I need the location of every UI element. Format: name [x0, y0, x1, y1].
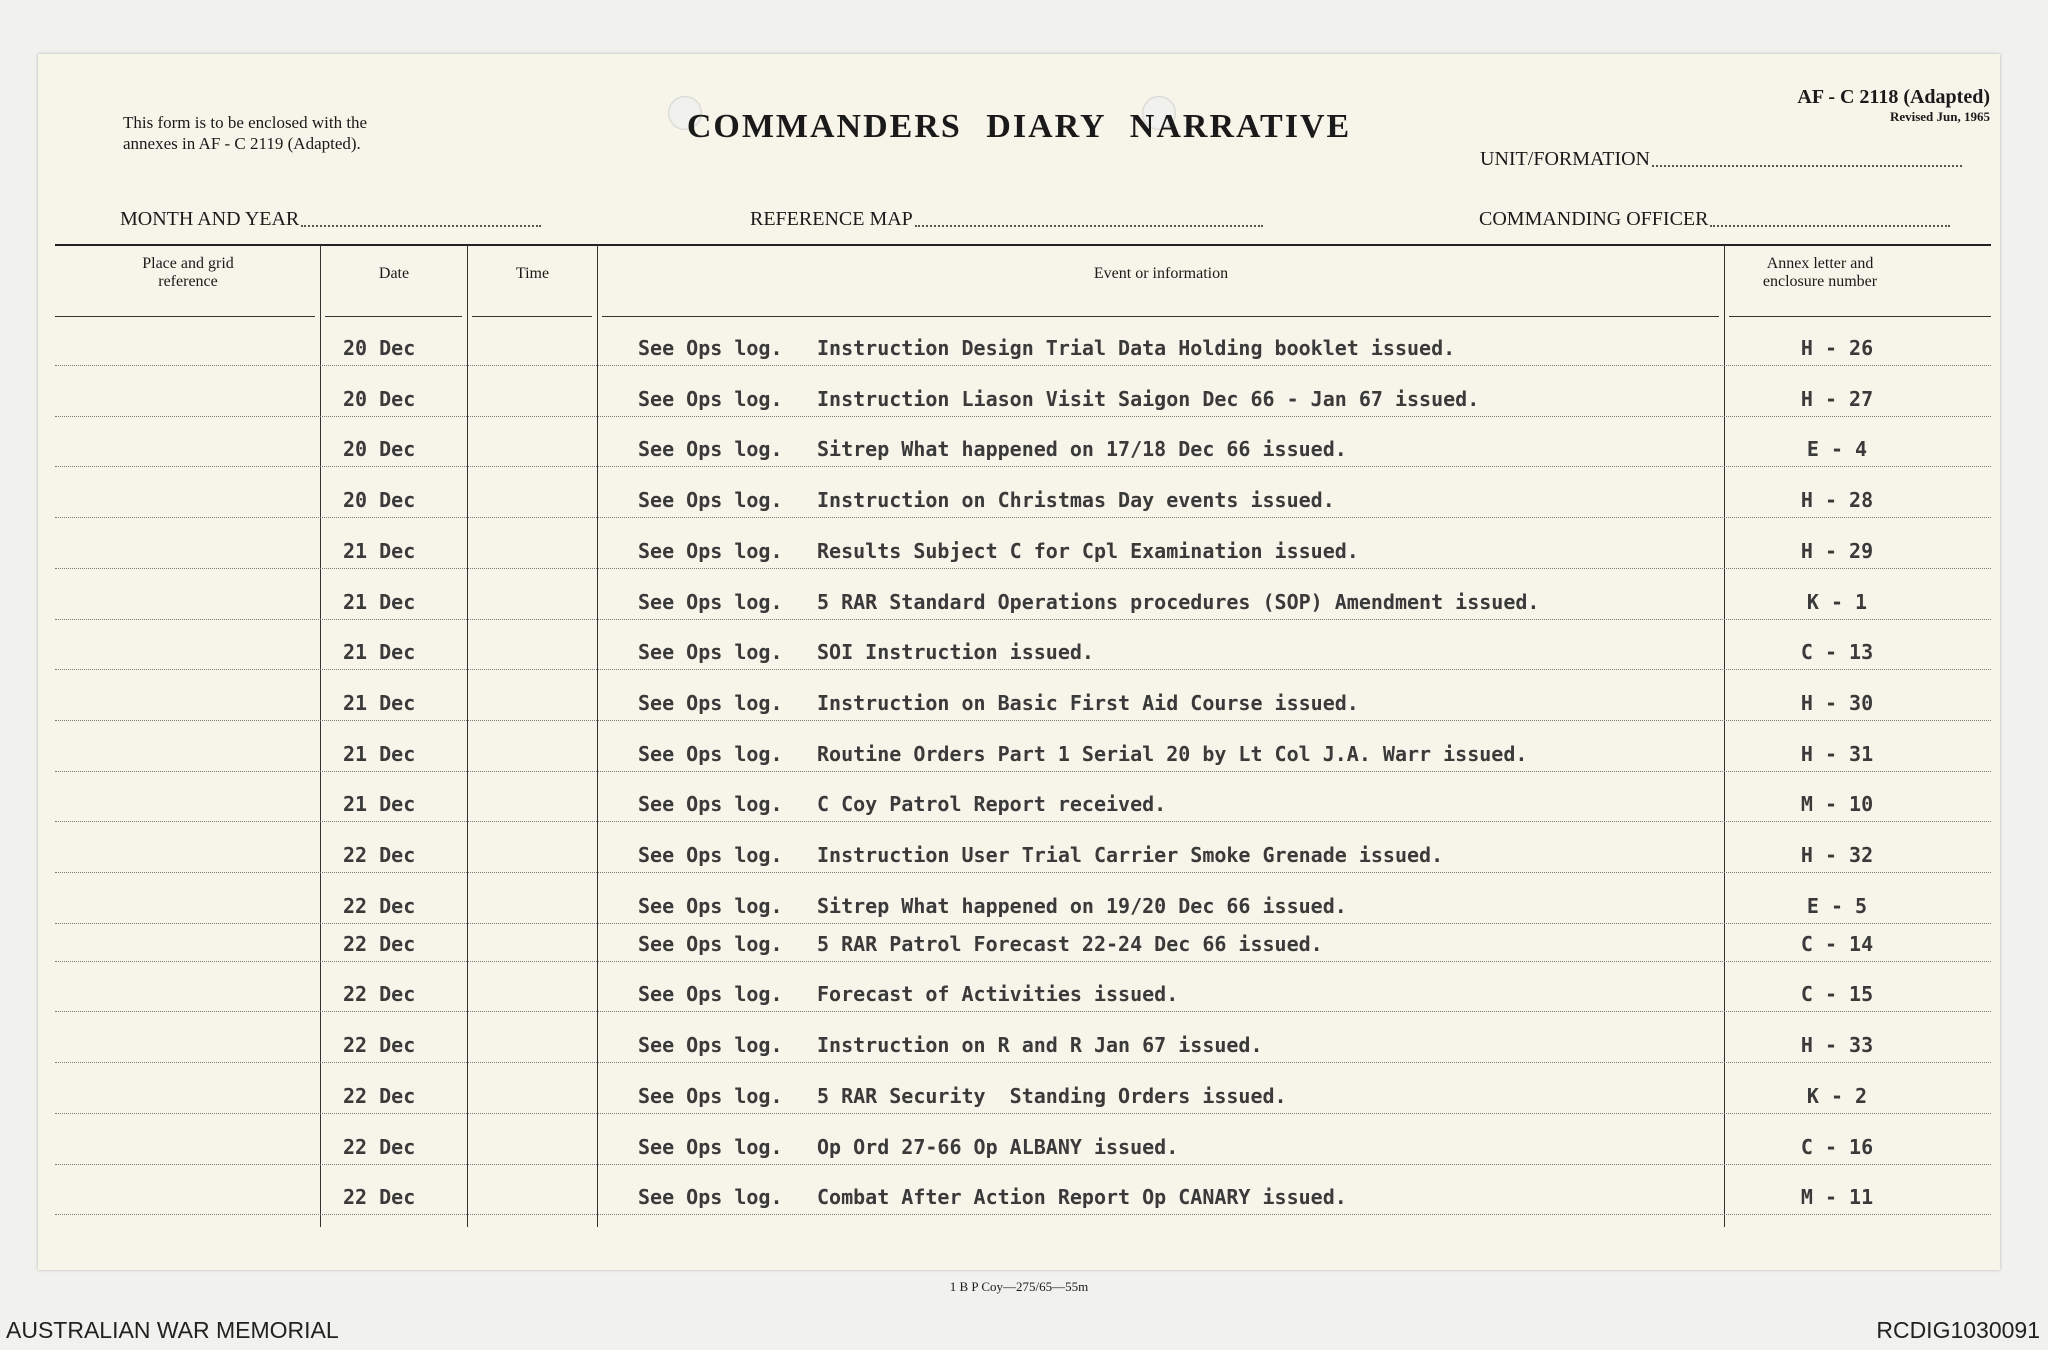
entry-event: Routine Orders Part 1 Serial 20 by Lt Col J.A. Warr issued. — [817, 741, 1528, 766]
entry-ops-reference: See Ops log. — [638, 932, 783, 957]
table-row — [55, 1013, 1991, 1063]
entry-annex: K - 1 — [1806, 589, 1868, 614]
entry-event: Sitrep What happened on 17/18 Dec 66 issued. — [817, 437, 1347, 462]
table-row — [55, 671, 1991, 721]
reference-map-label: REFERENCE MAP — [750, 208, 913, 230]
entry-date: 22 Dec — [343, 1033, 416, 1058]
table-row — [55, 924, 1991, 962]
month-year-label: MONTH AND YEAR — [120, 208, 300, 230]
entry-annex: H - 27 — [1800, 386, 1874, 411]
table-row — [55, 519, 1991, 569]
entry-date: 22 Dec — [343, 932, 416, 957]
table-row — [55, 620, 1991, 670]
table-row — [55, 367, 1991, 417]
entry-ops-reference: See Ops log. — [638, 1185, 783, 1210]
entry-annex: H - 26 — [1800, 336, 1874, 360]
entry-date: 22 Dec — [343, 982, 416, 1007]
table-row — [55, 1115, 1991, 1165]
table-row — [55, 722, 1991, 772]
entry-date: 22 Dec — [343, 1134, 416, 1159]
entry-annex: H - 31 — [1800, 741, 1874, 766]
entry-ops-reference: See Ops log. — [638, 741, 783, 766]
entry-ops-reference: See Ops log. — [638, 982, 783, 1007]
entry-ops-reference: See Ops log. — [638, 589, 783, 614]
entry-annex: H - 29 — [1800, 538, 1874, 563]
entry-ops-reference: See Ops log. — [638, 1033, 783, 1058]
entry-annex: C - 14 — [1800, 932, 1874, 957]
entry-event: SOI Instruction issued. — [817, 640, 1094, 665]
entry-ops-reference: See Ops log. — [638, 792, 783, 817]
entry-date: 21 Dec — [343, 640, 416, 665]
entry-ops-reference: See Ops log. — [638, 690, 783, 715]
entry-date: 21 Dec — [343, 690, 416, 715]
table-row — [55, 570, 1991, 620]
entry-date: 22 Dec — [343, 1185, 416, 1210]
entry-event: 5 RAR Patrol Forecast 22-24 Dec 66 issued. — [817, 932, 1323, 957]
entry-event: Sitrep What happened on 19/20 Dec 66 issued. — [817, 893, 1347, 918]
entry-ops-reference: See Ops log. — [638, 1083, 783, 1108]
entry-date: 20 Dec — [343, 488, 416, 513]
entry-annex: H - 33 — [1800, 1033, 1874, 1058]
column-header-date: Date — [378, 265, 410, 282]
entry-event: Instruction Design Trial Data Holding booklet issued. — [817, 336, 1456, 360]
table-row — [55, 417, 1991, 467]
entry-ops-reference: See Ops log. — [638, 1134, 783, 1159]
diary-entries — [38, 54, 2000, 1270]
entry-annex: E - 5 — [1806, 893, 1868, 918]
entry-date: 21 Dec — [343, 589, 416, 614]
entry-ops-reference: See Ops log. — [638, 437, 783, 462]
entry-event: 5 RAR Security Standing Orders issued. — [817, 1083, 1287, 1108]
entry-date: 21 Dec — [343, 741, 416, 766]
entry-annex: C - 15 — [1800, 982, 1874, 1007]
form-title: COMMANDERS DIARY NARRATIVE — [686, 108, 1352, 145]
entry-annex: H - 32 — [1800, 843, 1874, 867]
entry-annex: C - 13 — [1800, 640, 1874, 665]
entry-event: Instruction Liason Visit Saigon Dec 66 - Jan 67 issued. — [817, 386, 1480, 411]
commanding-officer-label: COMMANDING OFFICER — [1479, 208, 1709, 230]
table-row — [55, 1165, 1991, 1215]
entry-date: 20 Dec — [343, 336, 416, 360]
column-header-annex: Annex letter and enclosure number — [1762, 255, 1878, 290]
entry-ops-reference: See Ops log. — [638, 386, 783, 411]
entry-date: 22 Dec — [343, 893, 416, 918]
entry-ops-reference: See Ops log. — [638, 843, 783, 867]
entry-ops-reference: See Ops log. — [638, 640, 783, 665]
column-header-event: Event or information — [1093, 265, 1229, 282]
table-row — [55, 1064, 1991, 1114]
entry-date: 22 Dec — [343, 843, 416, 867]
table-row — [55, 468, 1991, 518]
diary-form — [38, 54, 2000, 1294]
entry-annex: K - 2 — [1806, 1083, 1868, 1108]
entry-annex: M - 10 — [1800, 792, 1874, 817]
entry-event: 5 RAR Standard Operations procedures (SOP) Amendment issued. — [817, 589, 1540, 614]
unit-formation-label: UNIT/FORMATION — [1480, 148, 1650, 170]
entry-ops-reference: See Ops log. — [638, 336, 783, 360]
entry-annex: C - 16 — [1800, 1134, 1874, 1159]
table-row — [55, 823, 1991, 873]
entry-event: Results Subject C for Cpl Examination issued. — [817, 538, 1359, 563]
archive-credit: AUSTRALIAN WAR MEMORIAL — [6, 1317, 339, 1343]
entry-ops-reference: See Ops log. — [638, 538, 783, 563]
form-revision: Revised Jun, 1965 — [1889, 109, 1990, 124]
entry-annex: E - 4 — [1806, 437, 1868, 462]
column-header-time: Time — [515, 265, 550, 282]
entry-event: Combat After Action Report Op CANARY issued. — [817, 1185, 1347, 1210]
entry-date: 21 Dec — [343, 792, 416, 817]
entry-event: Op Ord 27-66 Op ALBANY issued. — [817, 1134, 1179, 1159]
entry-event: Instruction User Trial Carrier Smoke Grenade issued. — [817, 843, 1444, 867]
entry-date: 20 Dec — [343, 386, 416, 411]
printer-imprint: 1 B P Coy—275/65—55m — [949, 1279, 1089, 1294]
enclosure-note: This form is to be enclosed with the annexes in AF - C 2119 (Adapted). — [123, 113, 368, 153]
entry-event: Instruction on R and R Jan 67 issued. — [817, 1033, 1263, 1058]
form-number-code: AF - C 2118 (Adapted) — [1797, 86, 1990, 108]
table-row — [55, 772, 1991, 822]
entry-event: Forecast of Activities issued. — [817, 982, 1179, 1007]
row-rule — [55, 1214, 1991, 1215]
entry-ops-reference: See Ops log. — [638, 893, 783, 918]
table-row — [55, 316, 1991, 366]
entry-event: Instruction on Christmas Day events issued. — [817, 488, 1335, 513]
entry-annex: H - 30 — [1800, 690, 1874, 715]
entry-event: C Coy Patrol Report received. — [817, 792, 1167, 817]
entry-ops-reference: See Ops log. — [638, 488, 783, 513]
table-row — [55, 874, 1991, 924]
entry-event: Instruction on Basic First Aid Course issued. — [817, 690, 1359, 715]
column-header-place: Place and grid reference — [142, 255, 234, 290]
entry-date: 20 Dec — [343, 437, 416, 462]
entry-annex: H - 28 — [1800, 488, 1874, 513]
table-row — [55, 962, 1991, 1012]
entry-date: 21 Dec — [343, 538, 416, 563]
entry-date: 22 Dec — [343, 1083, 416, 1108]
archive-reference: RCDIG1030091 — [1876, 1317, 2040, 1343]
entry-annex: M - 11 — [1800, 1185, 1874, 1210]
